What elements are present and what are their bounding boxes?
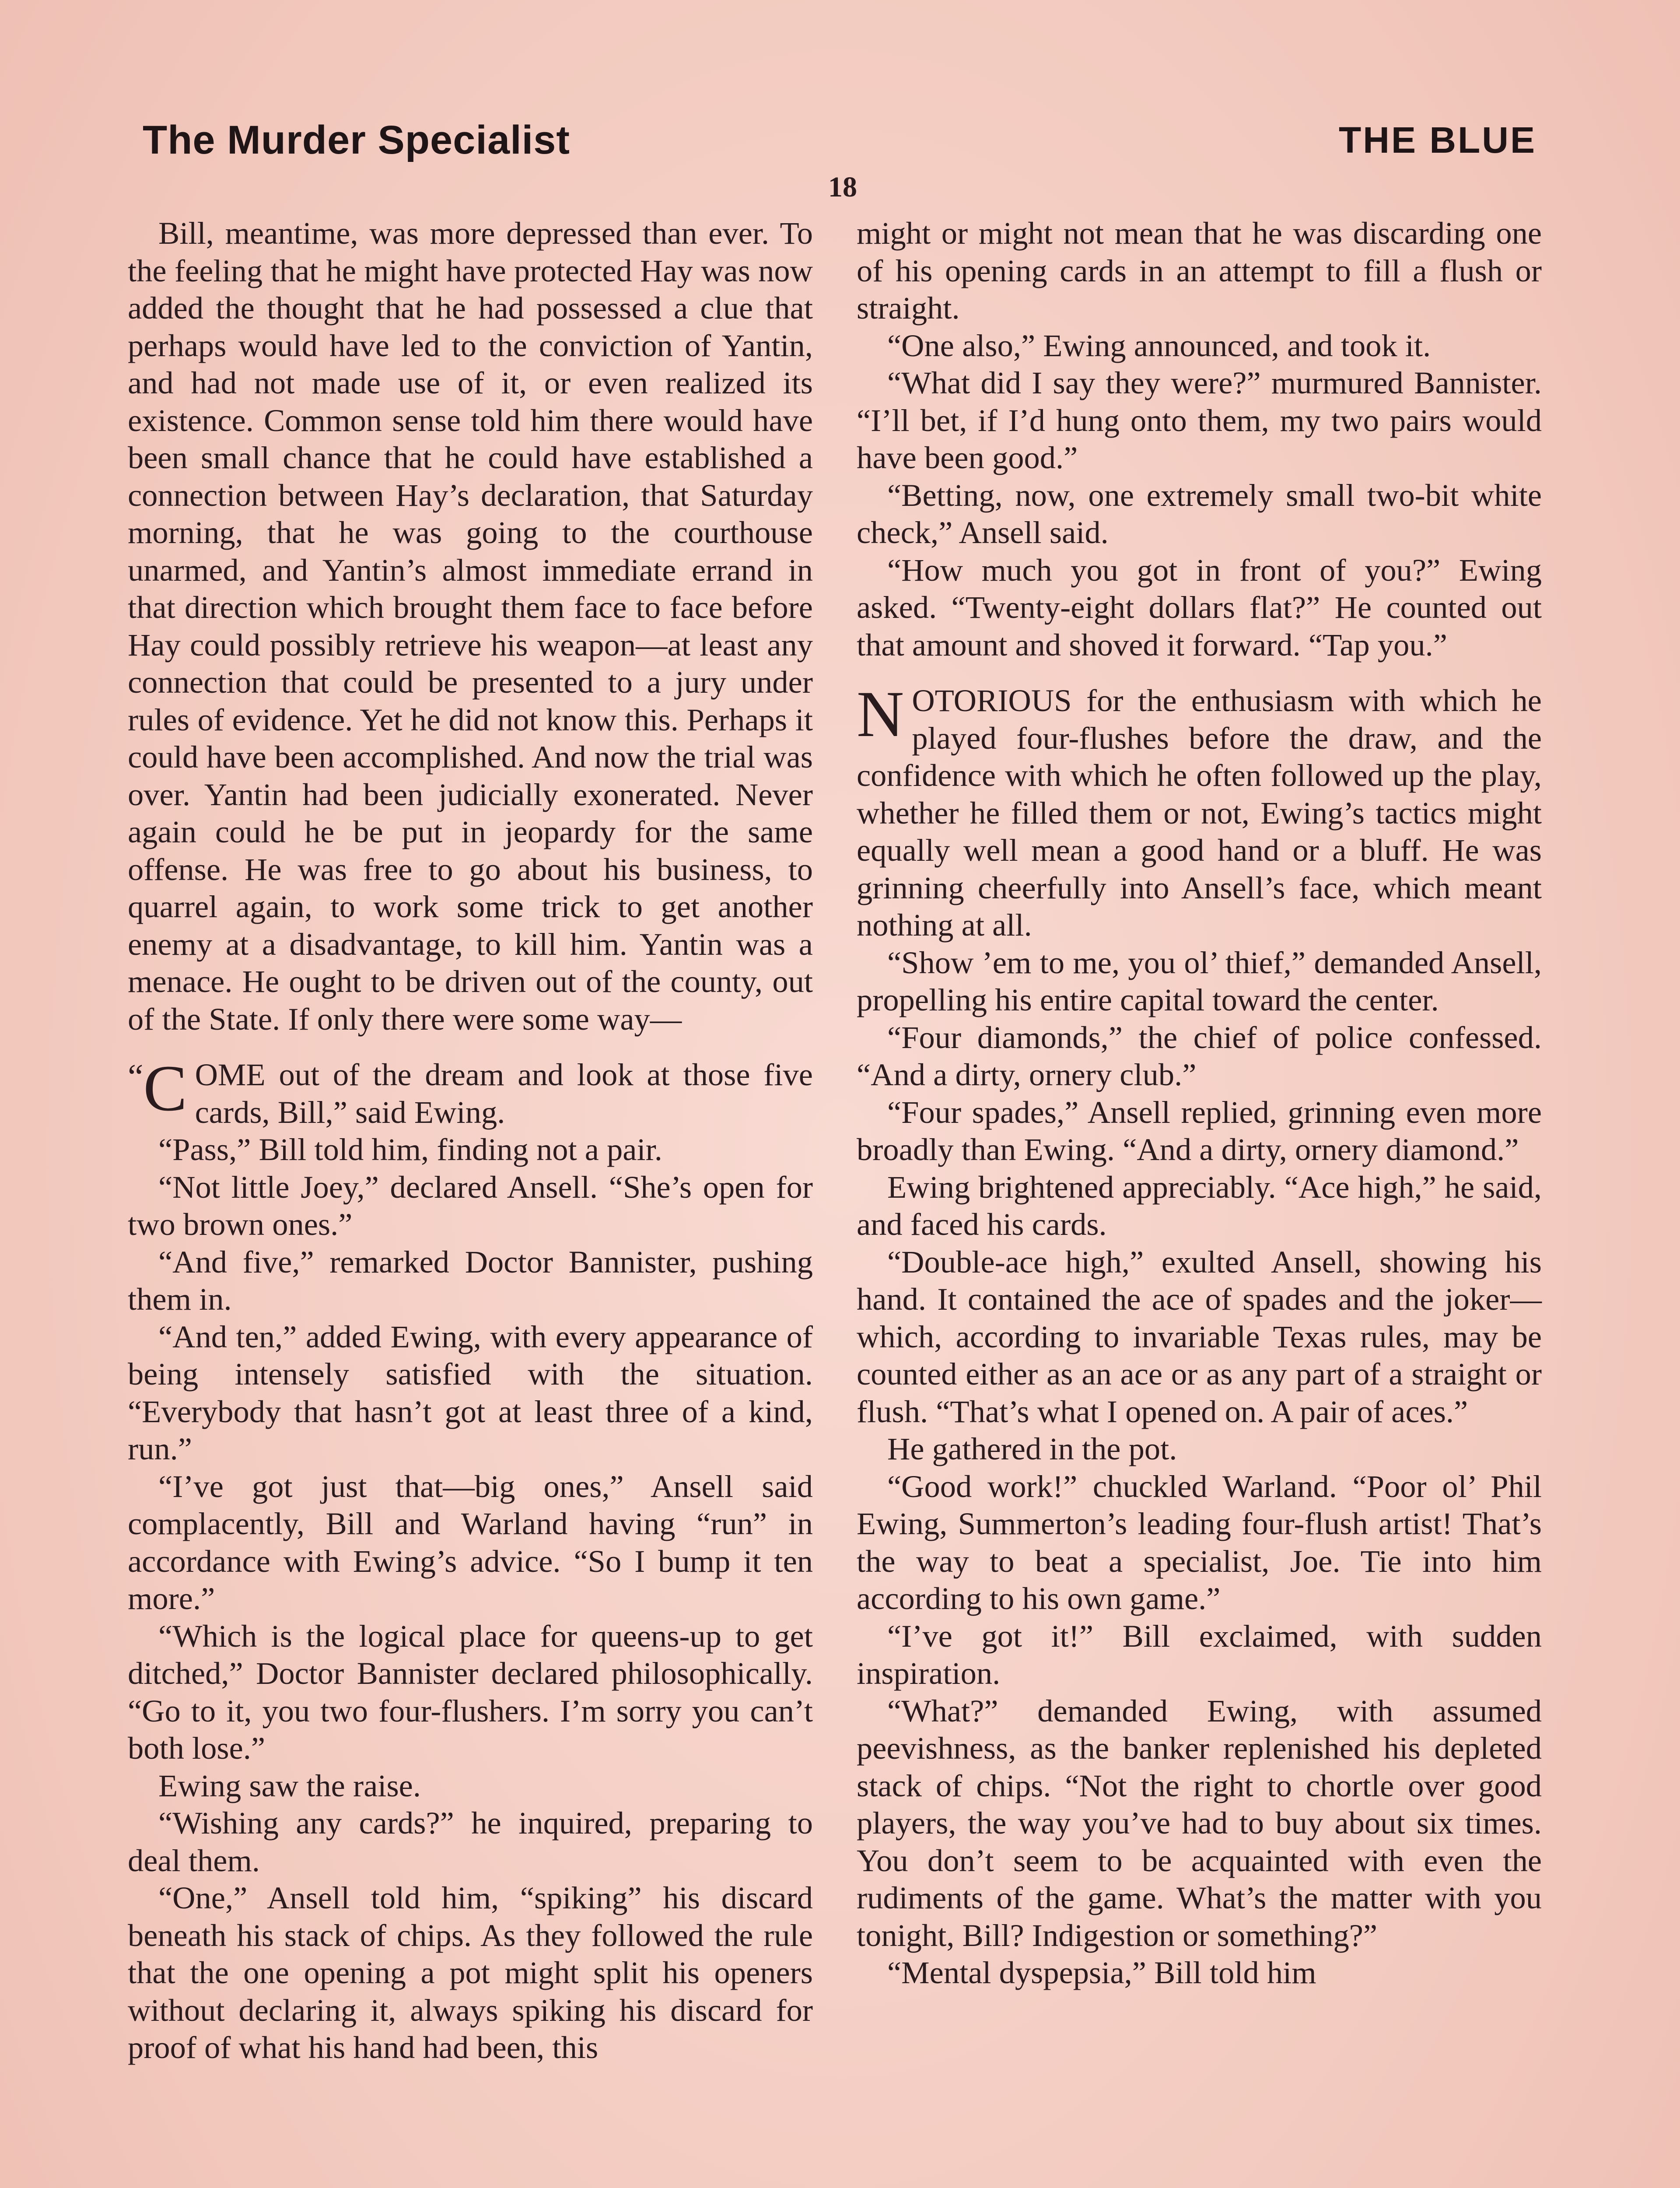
paragraph-text: OME out of the dream and look at those five cards, Bill,” said Ewing. (195, 1057, 813, 1130)
drop-cap-letter: N (857, 678, 904, 750)
section-break (128, 1038, 813, 1056)
paragraph: “And ten,” added Ewing, with every appearance of being intensely satisfied with the situation. “Everybody that hasn’t got at least three of a kind, run.” (128, 1318, 813, 1466)
paragraph: “What did I say they were?” murmured Bannister. “I’ll bet, if I’d hung onto them, my two pairs would have been good.” (857, 365, 1542, 475)
paragraph-with-dropcap (128, 1052, 813, 1131)
drop-cap-letter: C (143, 1052, 187, 1125)
paragraph: “What?” demanded Ewing, with assumed peevishness, as the banker replenished his depleted stack of chips. “Not the right to chortle over good players, the way you’ve had to buy about six times. You don’t seem to be acquainted with even the rudiments of the game. What’s the matter with you tonight, Bill? Indigestion or something?” (857, 1693, 1542, 1953)
opening-quote: “ (128, 1058, 144, 1096)
section-break (857, 663, 1542, 682)
running-header-magazine-title: THE BLUE (1339, 119, 1536, 161)
page-number: 18 (828, 171, 857, 203)
paragraph: “And five,” remarked Doctor Bannister, pushing them in. (128, 1244, 813, 1317)
paragraph: “Which is the logical place for queens-up to get ditched,” Doctor Bannister declared philosophically. “Go to it, you two four-flushers. I’m sorry you can’t both lose.” (128, 1618, 813, 1766)
paragraph: He gathered in the pot. (887, 1431, 1177, 1466)
paragraph: “Good work!” chuckled Warland. “Poor ol’ Phil Ewing, Summerton’s leading four-flush artist! That’s the way to beat a specialist, Joe. Tie into him according to his own game.” (857, 1468, 1542, 1616)
right-text-column (857, 214, 1542, 1992)
paragraph: “One also,” Ewing announced, and took it. (887, 327, 1431, 363)
paragraph: “Show ’em to me, you ol’ thief,” demanded Ansell, propelling his entire capital toward the center. (857, 944, 1542, 1017)
paragraph: might or might not mean that he was discarding one of his opening cards in an attempt to fill a flush or straight. (857, 215, 1542, 326)
paragraph: “Four spades,” Ansell replied, grinning even more broadly than Ewing. “And a dirty, ornery diamond.” (857, 1094, 1542, 1167)
paragraph: Bill, meantime, was more depressed than ever. To the feeling that he might have protected Hay was now added the thought that he had possessed a clue that perhaps would have led to the conviction of Yantin, and had not made use of it, or even realized its existence. Common sense told him there would have been small chance that he could have established a connection between Hay’s declaration, that Saturday morning, that he was going to the courthouse unarmed, and Yantin’s almost immediate errand in that direction which brought them face to face before Hay could possibly retrieve his weapon—at least any connection that could be presented to a jury under rules of evidence. Yet he did not know this. Perhaps it could have been accomplished. And now the trial was over. Yantin had been judicially exonerated. Never again could he be put in jeopardy for the same offense. He was free to go about his business, to quarrel again, to work some trick to get another enemy at a disadvantage, to kill him. Yantin was a menace. He ought to be driven out of the county, out of the State. If only there were some way— (128, 215, 813, 1037)
paragraph: “Wishing any cards?” he inquired, preparing to deal them. (128, 1805, 813, 1878)
paragraph: “I’ve got it!” Bill exclaimed, with sudden inspiration. (857, 1618, 1542, 1691)
paragraph: “Not little Joey,” declared Ansell. “She’s open for two brown ones.” (128, 1169, 813, 1242)
paragraph: “I’ve got just that—big ones,” Ansell said complacently, Bill and Warland having “run” in accordance with Ewing’s advice. “So I bump it ten more.” (128, 1468, 813, 1616)
paragraph: “How much you got in front of you?” Ewing asked. “Twenty-eight dollars flat?” He counted out that amount and shoved it forward. “Tap you.” (857, 552, 1542, 663)
left-text-column (128, 214, 813, 2066)
paragraph: “One,” Ansell told him, “spiking” his discard beneath his stack of chips. As they followed the rule that the one opening a pot might split his openers without declaring it, always spiking his discard for proof of what his hand had been, this (128, 1880, 813, 2065)
paragraph: Ewing saw the raise. (158, 1767, 421, 1803)
paragraph: “Four diamonds,” the chief of police confessed. “And a dirty, ornery club.” (857, 1019, 1542, 1092)
paragraph: “Double-ace high,” exulted Ansell, showing his hand. It contained the ace of spades and the joker—which, according to invariable Texas rules, may be counted either as an ace or as any part of a straight or flush. “That’s what I opened on. A pair of aces.” (857, 1244, 1542, 1429)
paragraph: “Mental dyspepsia,” Bill told him (887, 1955, 1316, 1990)
running-header-story-title: The Murder Specialist (143, 118, 570, 162)
paragraph: “Pass,” Bill told him, finding not a pair. (158, 1132, 662, 1167)
paragraph: “Betting, now, one extremely small two-bit white check,” Ansell said. (857, 477, 1542, 550)
paragraph-text: OTORIOUS for the enthusiasm with which he played four-flushes before the draw, and the confidence with which he often followed up the play, whether he filled them or not, Ewing’s tactics might equally well mean a good hand or a bluff. He was grinning cheerfully into Ansell’s face, which meant nothing at all. (857, 683, 1542, 943)
paragraph: Ewing brightened appreciably. “Ace high,” he said, and faced his cards. (857, 1169, 1542, 1242)
paragraph-with-dropcap (857, 678, 1542, 944)
